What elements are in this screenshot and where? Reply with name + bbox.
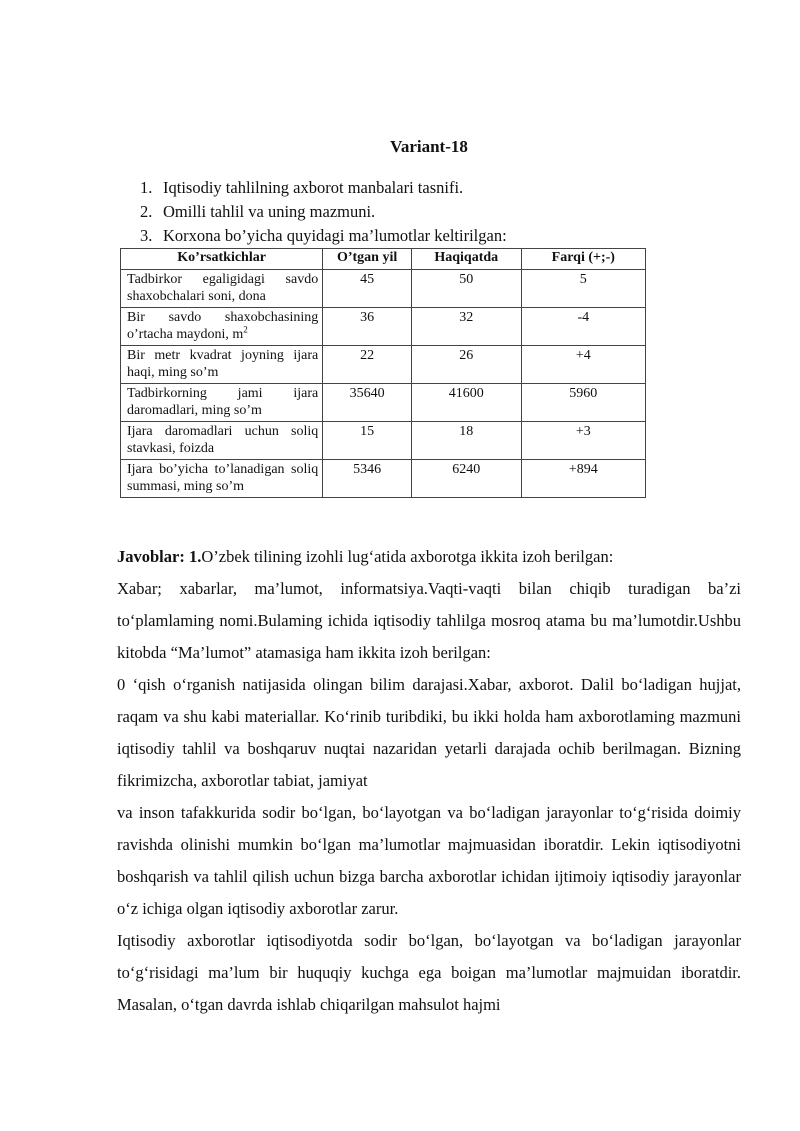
answers-section — [117, 541, 741, 1021]
prev-year-cell: 5346 — [323, 460, 412, 498]
actual-cell: 50 — [411, 270, 521, 308]
question-number: 3. — [140, 226, 153, 245]
indicator-cell: Bir metr kvadrat joyning ijara haqi, ming so’m — [121, 346, 323, 384]
table-row — [121, 422, 646, 460]
actual-cell: 6240 — [411, 460, 521, 498]
table-row — [121, 384, 646, 422]
indicator-cell: Tadbirkor egaligidagi savdo shaxobchalari soni, dona — [121, 270, 323, 308]
difference-cell: 5960 — [521, 384, 645, 422]
prev-year-cell: 15 — [323, 422, 412, 460]
indicator-cell: Ijara bo’yicha to’lanadigan soliq summasi, ming so’m — [121, 460, 323, 498]
actual-cell: 32 — [411, 308, 521, 346]
answer-paragraph: Xabar; xabarlar, ma’lumot, informatsiya.Vaqti-vaqti bilan chiqib turadigan ba’zi to‘plamlaming nomi.Bulaming ichida iqtisodiy tahlilga mosroq atama bu ma’lumotdir.Ushbu kitobda “Ma’lumot” atamasiga ham ikkita izoh berilgan: — [117, 579, 741, 662]
column-header: Ko’rsatkichlar — [121, 249, 323, 270]
column-header: Farqi (+;-) — [521, 249, 645, 270]
indicators-table — [120, 248, 646, 498]
question-text: Korxona bo’yicha quyidagi ma’lumotlar keltirilgan: — [163, 226, 507, 245]
prev-year-cell: 36 — [323, 308, 412, 346]
difference-cell: +894 — [521, 460, 645, 498]
answer-text: O’zbek tilining izohli lug‘atida axborotga ikkita izoh berilgan: — [201, 547, 614, 566]
indicator-cell: Tadbirkorning jami ijara daromadlari, ming so’m — [121, 384, 323, 422]
table-header-row — [121, 249, 646, 270]
indicator-cell — [121, 308, 323, 346]
actual-cell: 41600 — [411, 384, 521, 422]
column-header: O’tgan yil — [323, 249, 412, 270]
prev-year-cell: 22 — [323, 346, 412, 384]
answers-label: Javoblar: 1. — [117, 547, 202, 566]
question-item — [140, 224, 507, 248]
question-number: 2. — [140, 202, 153, 221]
question-number: 1. — [140, 178, 153, 197]
indicator-cell: Ijara daromadlari uchun soliq stavkasi, foizda — [121, 422, 323, 460]
table-row — [121, 308, 646, 346]
table-row — [121, 346, 646, 384]
question-text: Iqtisodiy tahlilning axborot manbalari tasnifi. — [163, 178, 464, 197]
table-row — [121, 270, 646, 308]
answer-paragraph — [117, 541, 741, 573]
answer-paragraph: 0 ‘qish o‘rganish natijasida olingan bilim darajasi.Xabar, axborot. Dalil bo‘ladigan hujjat, raqam va shu kabi materiallar. Ko‘rinib turibdiki, bu ikki holda ham axborotlaming mazmuni iqtisodiy tahlil va boshqaruv nuqtai nazaridan yetarli darajada ochib berilmagan. Bizning fikrimizcha, axborotlar tabiat, jamiyat — [117, 675, 741, 790]
answer-paragraph: va inson tafakkurida sodir bo‘lgan, bo‘layotgan va bo‘ladigan jarayonlar to‘g‘risida doimiy ravishda olinishi mumkin bo‘lgan ma’lumotlar majmuasidan iboratdir. Lekin iqtisodiyotni boshqarish va tahlil qilish uchun bizga barcha axborotlar ichidan ijtimoiy iqtisodiy jarayonlar o‘z ichiga olgan iqtisodiy axborotlar zarur. — [117, 803, 741, 918]
table-row — [121, 460, 646, 498]
difference-cell: 5 — [521, 270, 645, 308]
question-item — [140, 176, 507, 200]
indicator-text: Bir savdo shaxobchasining o’rtacha maydoni, m — [127, 310, 319, 342]
difference-cell: -4 — [521, 308, 645, 346]
column-header: Haqiqatda — [411, 249, 521, 270]
question-item — [140, 200, 507, 224]
prev-year-cell: 45 — [323, 270, 412, 308]
difference-cell: +4 — [521, 346, 645, 384]
difference-cell: +3 — [521, 422, 645, 460]
actual-cell: 18 — [411, 422, 521, 460]
prev-year-cell: 35640 — [323, 384, 412, 422]
document-title: Variant-18 — [390, 137, 468, 156]
question-list — [140, 176, 507, 248]
question-text: Omilli tahlil va uning mazmuni. — [163, 202, 376, 221]
answer-paragraph: Iqtisodiy axborotlar iqtisodiyotda sodir bo‘lgan, bo‘layotgan va bo‘ladigan jarayonlar to‘g‘risidagi ma’lum bir huquqiy kuchga ega boigan ma’lumotlar majmuidan iboratdir. Masalan, o‘tgan davrda ishlab chiqarilgan mahsulot hajmi — [117, 931, 741, 1014]
actual-cell: 26 — [411, 346, 521, 384]
superscript: 2 — [243, 324, 248, 335]
